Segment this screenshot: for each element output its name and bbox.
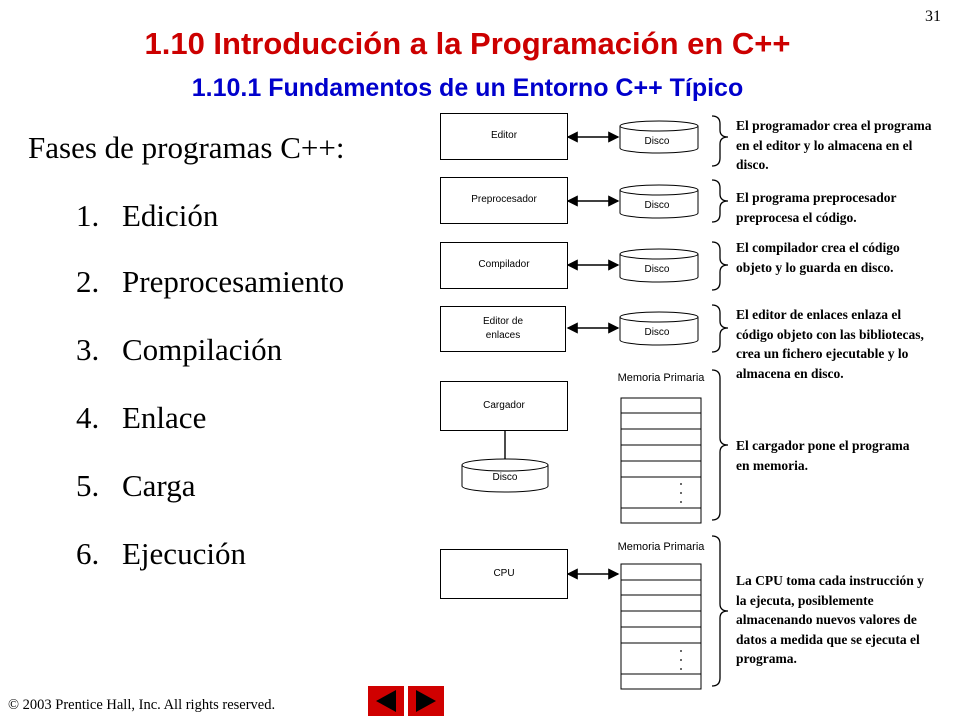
phase-number: 5.	[76, 468, 100, 503]
note-editor: El programador crea el programa en el editor y lo almacena en el disco.	[736, 118, 932, 172]
phase-label: Enlace	[122, 400, 207, 435]
brace-icon	[712, 116, 728, 166]
note-preprocessor: El programa preprocesador preprocesa el código.	[736, 190, 897, 225]
disk-label: Disco	[644, 264, 670, 275]
phases-heading: Fases de programas C++:	[28, 130, 345, 165]
primary-memory-grid	[621, 564, 701, 689]
primary-memory-grid	[621, 398, 701, 523]
phase-label: Compilación	[122, 332, 283, 367]
right-triangle-icon	[408, 686, 444, 716]
brace-icon	[712, 180, 728, 222]
brace-icon	[712, 536, 728, 686]
brace-icon	[712, 370, 728, 520]
phase-number: 1.	[76, 198, 100, 233]
left-triangle-icon	[368, 686, 404, 716]
phase-number: 6.	[76, 536, 100, 571]
stage-box-cpu: CPU	[440, 549, 568, 599]
phase-label: Edición	[122, 198, 219, 233]
phase-number: 4.	[76, 400, 100, 435]
page-number: 31	[925, 8, 941, 25]
disk-label: Disco	[644, 200, 670, 211]
phase-label: Preprocesamiento	[122, 264, 345, 299]
memory-label: Memoria Primaria	[617, 541, 705, 553]
stage-box-compiler: Compilador	[440, 242, 568, 289]
page-subtitle: 1.10.1 Fundamentos de un Entorno C++ Típico	[191, 74, 744, 102]
phase-number: 2.	[76, 264, 100, 299]
brace-icon	[712, 242, 728, 290]
phase-label: Ejecución	[122, 536, 246, 571]
note-cpu: La CPU toma cada instrucción y la ejecuta, posiblemente almacenando nuevos valores de datos a medida que se ejecuta el programa.	[736, 573, 924, 666]
phase-label: Carga	[122, 468, 196, 503]
disk-label: Disco	[644, 327, 670, 338]
stage-box-preprocessor: Preprocesador	[440, 177, 568, 224]
stage-box-loader: Cargador	[440, 381, 568, 431]
copyright-text: © 2003 Prentice Hall, Inc. All rights reserved.	[8, 697, 276, 713]
phase-number: 3.	[76, 332, 100, 367]
stage-box-editor: Editor	[440, 113, 568, 160]
stage-box-linker: Editor de enlaces	[440, 306, 566, 352]
memory-label: Memoria Primaria	[617, 372, 705, 384]
brace-icon	[712, 305, 728, 352]
note-linker: El editor de enlaces enlaza el código objeto con las bibliotecas, crea un fichero ejecutable y lo almacena en disco.	[736, 307, 924, 381]
note-compiler: El compilador crea el código objeto y lo guarda en disco.	[736, 240, 900, 275]
previous-slide-button[interactable]	[368, 686, 404, 716]
disk-label: Disco	[492, 472, 518, 483]
next-slide-button[interactable]	[408, 686, 444, 716]
page-title: 1.10 Introducción a la Programación en C++	[144, 26, 791, 61]
disk-label: Disco	[644, 136, 670, 147]
note-loader: El cargador pone el programa en memoria.	[736, 438, 910, 473]
